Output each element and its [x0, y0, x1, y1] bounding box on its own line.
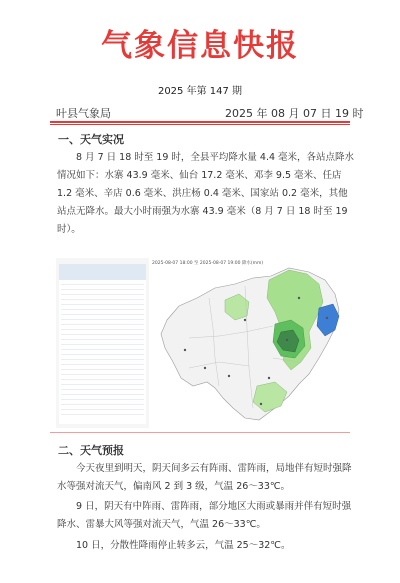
issue-number: 2025 年第 147 期: [157, 86, 243, 97]
section-heading-forecast: 二、天气预报: [58, 444, 124, 457]
station-marker: [184, 349, 186, 351]
forecast-paragraph-2: 9 日，阴天有中阵雨、雷阵雨，部分地区大雨或暴雨并伴有短时强降水、雷暴大风等强对流天气，气温 26～33℃。: [57, 501, 352, 530]
station-marker: [268, 377, 270, 379]
rainfall-map: [149, 258, 354, 428]
rainfall-station-table: [59, 264, 146, 424]
station-marker: [228, 375, 230, 377]
station-marker: [244, 319, 246, 321]
header-divider-thin: [50, 124, 350, 125]
station-marker: [286, 339, 288, 341]
rainfall-figure: [56, 258, 354, 428]
table-header: [59, 264, 146, 280]
station-marker: [326, 317, 328, 319]
section-heading-observations: 一、天气实况: [58, 133, 124, 146]
issue-datetime: 2025 年 08 月 07 日 19 时: [225, 107, 364, 120]
forecast-paragraph-1: 今天夜里到明天，阴天间多云有阵雨、雷阵雨，局地伴有短时强降水等强对流天气，偏南风 2 到 3 级，气温 26～33℃。: [57, 463, 352, 492]
forecast-paragraph-3: 10 日，分散性降雨停止转多云，气温 25～32℃。: [76, 540, 291, 551]
map-title: 2025-08-07 18:00 至 2025-08-07 19:00 降水(mm): [152, 261, 264, 266]
bulletin-title: 气象信息快报: [101, 28, 299, 64]
observations-paragraph: 8 月 7 日 18 时至 19 时，全县平均降水量 4.4 毫米，各站点降水情况如下：水寨 43.9 毫米、仙台 17.2 毫米、邓李 9.5 毫米、任店 1.2 毫米、辛店 0.6 毫米、洪庄杨 0.4 毫米、国家站 0.2 毫米，其他站点无降水。最大小时雨强为水寨 43.9 毫米（8 月 7 日 18 时至 19 时）。: [57, 152, 355, 235]
station-marker: [298, 297, 300, 299]
section-divider: [50, 432, 350, 433]
header-divider: [50, 121, 350, 123]
station-marker: [260, 403, 262, 405]
county-map-shape: [149, 258, 354, 428]
table-row: [61, 410, 144, 415]
station-marker: [204, 367, 206, 369]
issuing-agency: 叶县气象局: [56, 107, 111, 120]
